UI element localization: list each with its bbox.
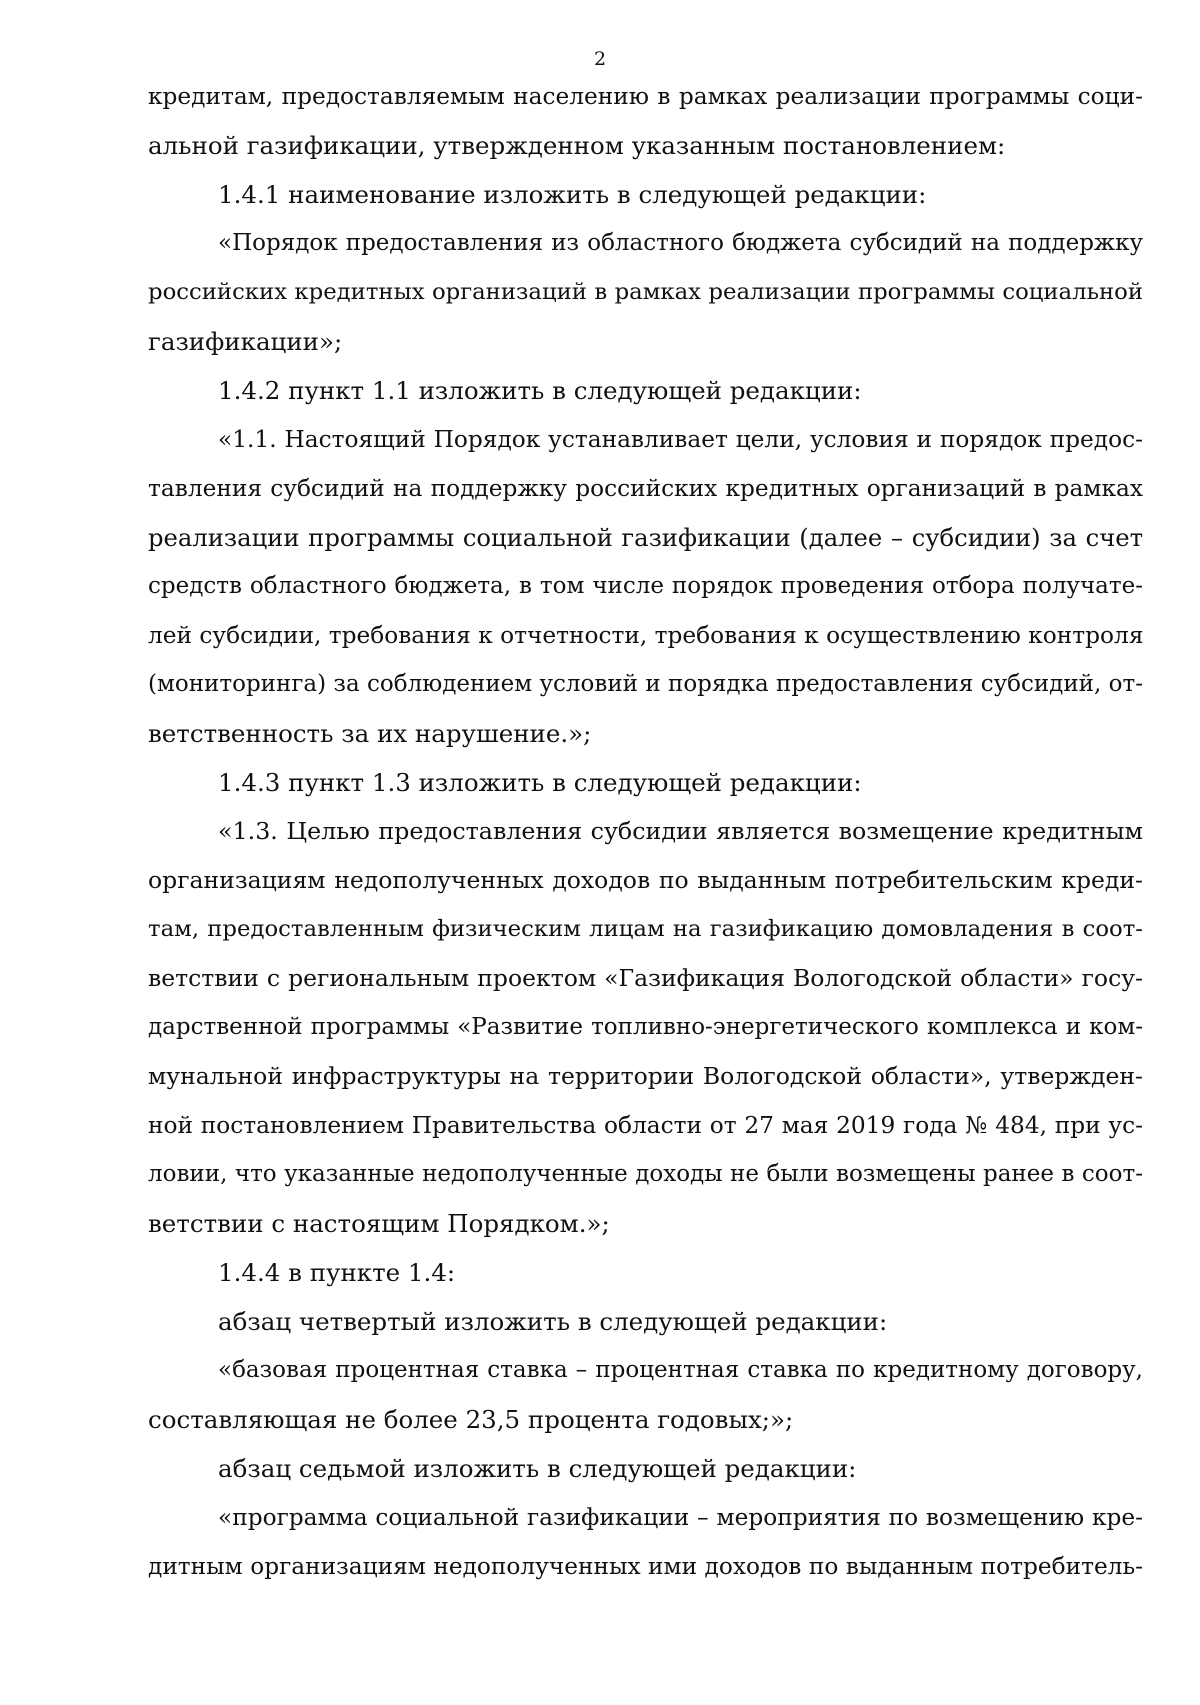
- text-line: российских кредитных организаций в рамках реализации программы социальной: [148, 279, 1143, 305]
- text-line: ветственность за их нарушение.»;: [148, 719, 592, 748]
- text-line: 1.4.1 наименование изложить в следующей редакции:: [218, 180, 927, 209]
- text-line: 1.4.4 в пункте 1.4:: [218, 1258, 456, 1287]
- text-line: тавления субсидий на поддержку российских кредитных организаций в рамках: [148, 475, 1143, 502]
- text-line: «программа социальной газификации – мероприятия по возмещению кре-: [218, 1504, 1143, 1531]
- text-line: «1.3. Целью предоставления субсидии является возмещение кредитным: [218, 817, 1143, 845]
- text-line: абзац седьмой изложить в следующей редакции:: [218, 1454, 857, 1483]
- text-line: дарственной программы «Развитие топливно-энергетического комплекса и ком-: [148, 1014, 1143, 1040]
- text-line: средств областного бюджета, в том числе порядок проведения отбора получате-: [148, 573, 1143, 599]
- text-line: составляющая не более 23,5 процента годовых;»;: [148, 1405, 794, 1434]
- text-line: 1.4.3 пункт 1.3 изложить в следующей редакции:: [218, 768, 862, 797]
- text-line: ной постановлением Правительства области от 27 мая 2019 года № 484, при ус-: [148, 1112, 1143, 1139]
- text-line: ветствии с региональным проектом «Газификация Вологодской области» госу-: [148, 964, 1143, 992]
- text-line: (мониторинга) за соблюдением условий и порядка предоставления субсидий, от-: [148, 671, 1143, 697]
- text-line: мунальной инфраструктуры на территории Вологодской области», утвержден-: [148, 1062, 1143, 1090]
- text-line: газификации»;: [148, 327, 343, 356]
- text-line: там, предоставленным физическим лицам на газификацию домовладения в соот-: [148, 916, 1143, 942]
- text-line: ловии, что указанные недополученные доходы не были возмещены ранее в соот-: [148, 1161, 1143, 1187]
- document-body: [148, 72, 1143, 1591]
- text-line: кредитам, предоставляемым населению в рамках реализации программы соци-: [148, 83, 1143, 110]
- text-line: лей субсидии, требования к отчетности, требования к осуществлению контроля: [148, 622, 1144, 649]
- text-line: альной газификации, утвержденном указанным постановлением:: [148, 131, 1006, 160]
- page-number: 2: [593, 48, 607, 70]
- text-line: абзац четвертый изложить в следующей редакции:: [218, 1307, 888, 1336]
- text-line: 1.4.2 пункт 1.1 изложить в следующей редакции:: [218, 376, 862, 405]
- text-line: ветствии с настоящим Порядком.»;: [148, 1209, 610, 1238]
- text-line: реализации программы социальной газификации (далее – субсидии) за счет: [148, 523, 1143, 552]
- text-line: организациям недополученных доходов по выданным потребительским креди-: [148, 866, 1143, 894]
- text-line: дитным организациям недополученных ими доходов по выданным потребитель-: [148, 1553, 1143, 1580]
- text-line: «1.1. Настоящий Порядок устанавливает цели, условия и порядок предос-: [218, 426, 1143, 453]
- text-line: «Порядок предоставления из областного бюджета субсидий на поддержку: [218, 230, 1143, 256]
- text-line: «базовая процентная ставка – процентная ставка по кредитному договору,: [218, 1357, 1143, 1383]
